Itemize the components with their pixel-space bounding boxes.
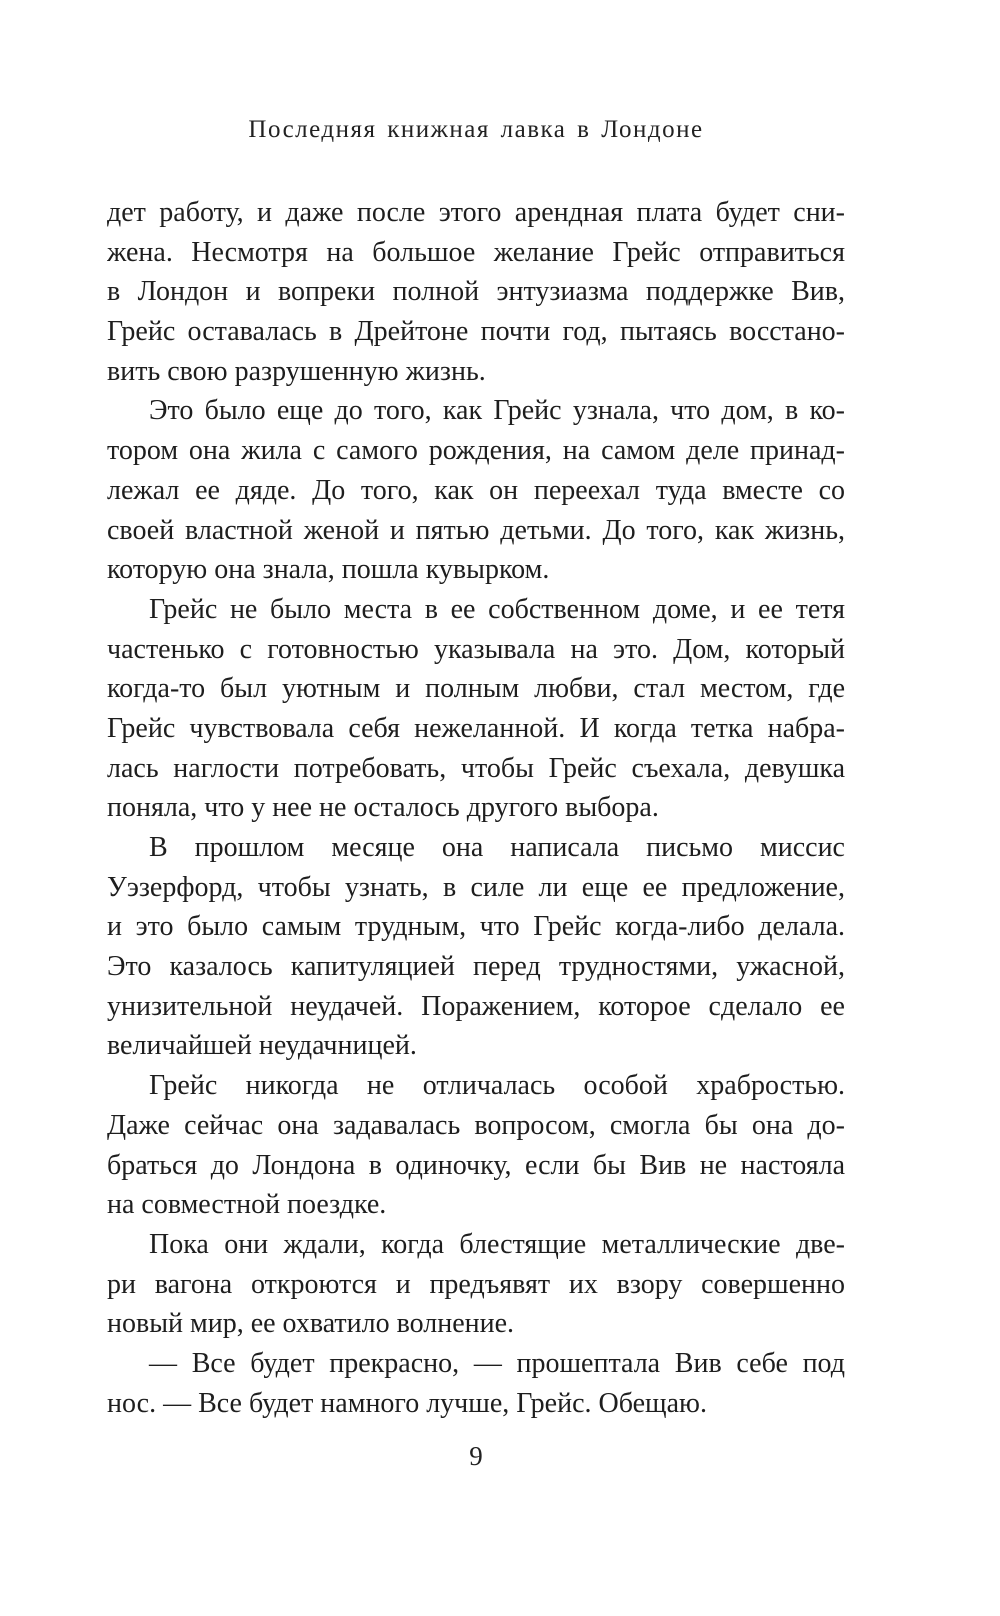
- text-line: ри вагона откроются и предъявят их взору совершенно: [107, 1268, 845, 1300]
- text-line: которую она знала, пошла кувырком.: [107, 554, 550, 586]
- text-line: новый мир, ее охватило волнение.: [107, 1308, 515, 1340]
- text-line: лежал ее дяде. До того, как он переехал туда вместе со: [107, 474, 845, 506]
- text-line: нос. — Все будет намного лучше, Грейс. Обещаю.: [107, 1387, 707, 1419]
- text-line: тором она жила с самого рождения, на самом деле принад-: [107, 435, 845, 467]
- text-line: своей властной женой и пятью детьми. До того, как жизнь,: [107, 514, 845, 546]
- text-line: жена. Несмотря на большое желание Грейс отправиться: [107, 236, 845, 268]
- text-line: Даже сейчас она задавалась вопросом, смогла бы она до-: [107, 1109, 845, 1141]
- text-line: дет работу, и даже после этого арендная плата будет сни-: [107, 197, 845, 228]
- text-line: Это казалось капитуляцией перед трудностями, ужасной,: [107, 951, 845, 983]
- text-line: лась наглости потребовать, чтобы Грейс съехала, девушка: [107, 752, 845, 784]
- page-number: 9: [469, 1441, 483, 1471]
- text-line: Грейс оставалась в Дрейтоне почти год, пытаясь восстано-: [107, 316, 845, 348]
- text-line: вить свою разрушенную жизнь.: [107, 355, 486, 387]
- text-line: величайшей неудачницей.: [107, 1030, 417, 1062]
- text-line: Грейс никогда не отличалась особой храбростью.: [149, 1070, 845, 1102]
- text-line: — Все будет прекрасно, — прошептала Вив себе под: [149, 1347, 845, 1379]
- text-line: и это было самым трудным, что Грейс когда-либо делала.: [107, 911, 845, 943]
- text-line: частенько с готовностью указывала на это. Дом, который: [107, 633, 845, 665]
- text-line: В прошлом месяце она написала письмо миссис: [149, 832, 845, 863]
- text-line: поняла, что у нее не осталось другого выбора.: [107, 792, 659, 824]
- text-line: Пока они ждали, когда блестящие металлические две-: [149, 1228, 845, 1260]
- text-line: Уэзерфорд, чтобы узнать, в силе ли еще ее предложение,: [107, 871, 845, 903]
- text-line: когда-то был уютным и полным любви, стал местом, где: [107, 673, 845, 705]
- text-line: унизительной неудачей. Поражением, которое сделало ее: [107, 990, 845, 1022]
- text-line: на совместной поездке.: [107, 1189, 387, 1221]
- text-line: Грейс чувствовала себя нежеланной. И когда тетка набра-: [107, 712, 845, 744]
- text-line: браться до Лондона в одиночку, если бы Вив не настояла: [107, 1149, 845, 1181]
- running-header: Последняя книжная лавка в Лондоне: [248, 116, 704, 143]
- text-line: в Лондон и вопреки полной энтузиазма поддержке Вив,: [107, 276, 845, 308]
- text-line: Грейс не было места в ее собственном доме, и ее тетя: [149, 593, 845, 625]
- body-text-block: [107, 193, 845, 1423]
- text-line: Это было еще до того, как Грейс узнала, что дом, в ко-: [149, 395, 845, 427]
